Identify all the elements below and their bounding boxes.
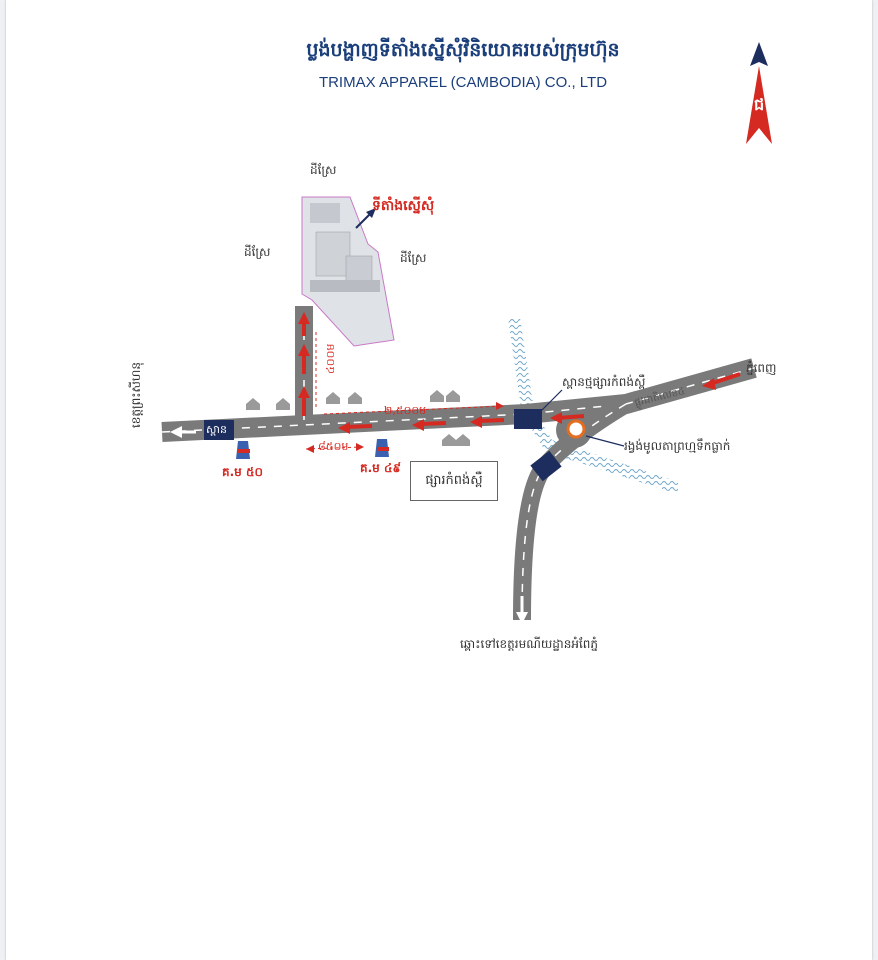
rice-field-label: ដីស្រែ: [400, 251, 427, 265]
distance-north-label: ៤០០ម: [324, 343, 337, 374]
site-plan: [302, 197, 394, 346]
end-arrows: [170, 426, 528, 624]
distance-east-label: ២,៥០០ម: [384, 404, 427, 417]
bridge-name-label: ស្ពានថ្មផ្សារកំពង់ស្ពឺ: [562, 375, 646, 389]
km-50-label: គ.ម ៥០: [222, 465, 263, 479]
title-khmer: ប្លង់បង្ហាញទីតាំងស្នើសុំវិនិយោគរបស់ក្រុមហ៊ុន: [306, 39, 620, 61]
north-arrow-icon: [746, 42, 772, 144]
km-49-label: គ.ម ៤៩: [360, 461, 401, 475]
market-label: ផ្សារកំពង់ស្ពឺ: [425, 472, 483, 488]
bridge-left-label: ស្ពាន: [206, 423, 227, 436]
title-english: TRIMAX APPAREL (CAMBODIA) CO., LTD: [318, 74, 608, 91]
map-page: [6, 0, 872, 960]
national-road-label: ផ្លូវជាតិលេខ៤: [633, 385, 687, 410]
bridge-market-icon: [514, 409, 542, 429]
south-direction-label: ឆ្ពោះទៅខេត្តរមណីយដ្ឋានអំពែភ្នំ: [460, 637, 598, 651]
roundabout-label: រង្វង់មូលតាព្រហ្មទឹកធ្លាក់: [624, 439, 731, 453]
west-direction-label: ខេត្តព្រះសីហនុ: [129, 362, 143, 428]
market-box: [410, 461, 498, 501]
rice-field-label: ដីស្រែ: [310, 163, 337, 177]
distance-short-label: ៨៥០ម: [318, 440, 349, 453]
rice-field-label: ដីស្រែ: [244, 245, 271, 259]
requested-site-label: ទីតាំងស្នើសុំ: [372, 198, 435, 214]
phnom-penh-label: ភ្នំពេញ: [746, 361, 777, 375]
north-label: ជ: [754, 95, 765, 114]
